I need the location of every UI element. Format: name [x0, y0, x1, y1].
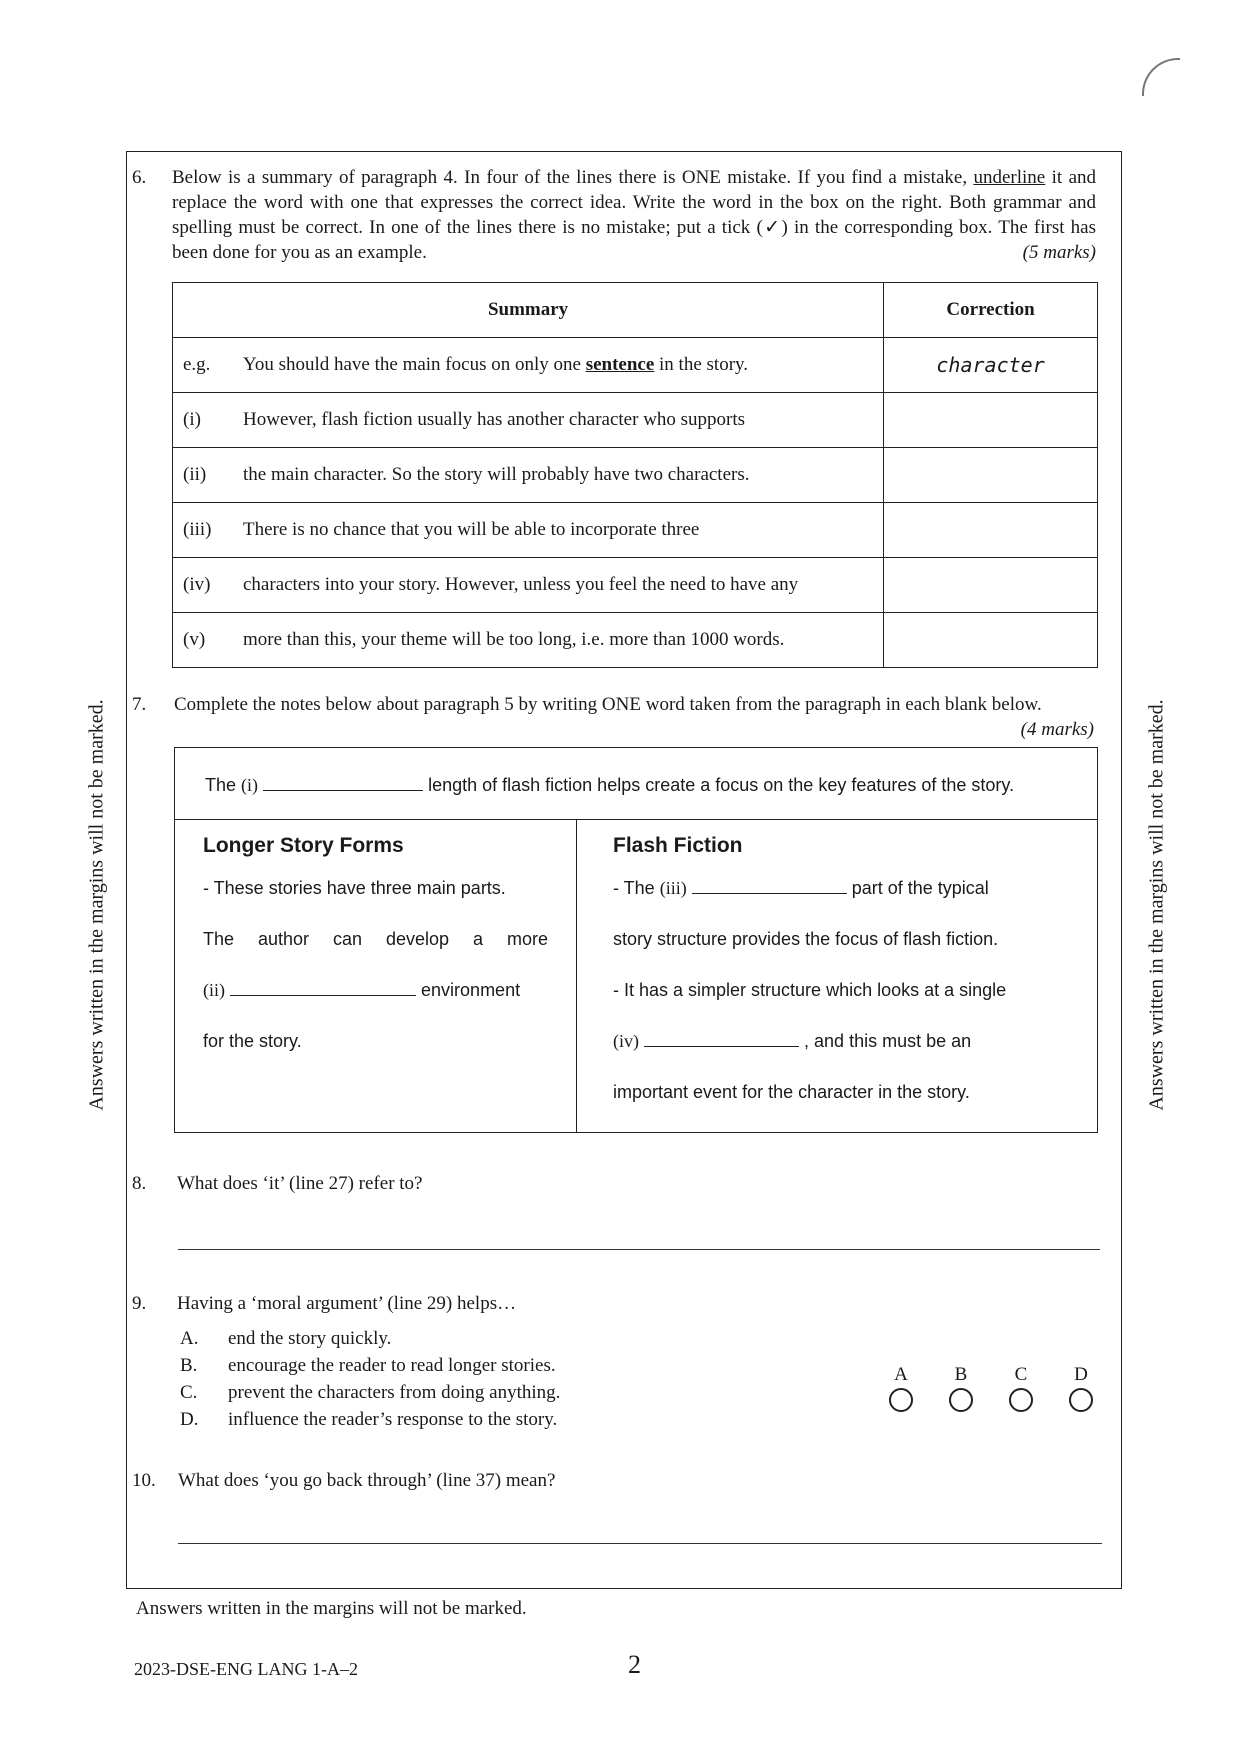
correction-box-iii[interactable]: [884, 503, 1098, 558]
q10-text: What does ‘you go back through’ (line 37) mean?: [178, 1470, 556, 1491]
row-text: the main character. So the story will probably have two characters.: [243, 464, 750, 485]
q9-number: 9.: [132, 1293, 147, 1314]
left-line-4: for the story.: [203, 1031, 302, 1051]
blank-label-iii: (iii): [659, 878, 687, 898]
summary-header: Summary: [173, 283, 884, 338]
q9-options: [180, 1325, 560, 1433]
example-correction: character: [884, 338, 1098, 393]
q8-answer-line[interactable]: [178, 1249, 1100, 1250]
option-letter: A.: [180, 1328, 199, 1349]
summary-cell: [173, 558, 884, 613]
bubble-b[interactable]: [945, 1364, 977, 1412]
example-text-before: You should have the main focus on only one: [243, 354, 581, 375]
summary-cell: [173, 393, 884, 448]
summary-table: [172, 282, 1098, 668]
summary-cell: [173, 613, 884, 668]
q6-underline-word: underline: [973, 167, 1046, 188]
bubble-a[interactable]: [885, 1364, 917, 1412]
table-row: [173, 558, 1098, 613]
correction-box-i[interactable]: [884, 393, 1098, 448]
flash-fiction-heading: Flash Fiction: [613, 834, 743, 857]
summary-header-row: [173, 283, 1098, 338]
option-letter: D.: [180, 1409, 199, 1430]
q6-text-part2: it and replace the word with one that expresses the correct idea. Write the word in the box on the right. Both grammar and spelling must be correct. In one of the lines there is no mistake; put a tick (✓) in the corresponding box. The first has been done for you as an example.: [172, 167, 1096, 263]
example-bold-word: sentence: [585, 354, 655, 375]
blank-label-ii: (ii): [203, 980, 225, 1000]
q7-instructions: [174, 692, 1094, 742]
bubble-letter: A: [894, 1364, 908, 1385]
row-text: more than this, your theme will be too long, i.e. more than 1000 words.: [243, 629, 785, 650]
bubble-circle[interactable]: [889, 1388, 913, 1412]
notes-top-prefix: The: [205, 775, 237, 795]
option-a: [180, 1325, 560, 1352]
left-line-3: [203, 978, 548, 1029]
bubble-c[interactable]: [1005, 1364, 1037, 1412]
longer-story-heading: Longer Story Forms: [203, 834, 404, 857]
paper-code: 2023-DSE-ENG LANG 1-A–2: [134, 1659, 358, 1679]
longer-story-column: [175, 820, 577, 1132]
footer-margin-note: Answers written in the margins will not be marked.: [136, 1598, 527, 1619]
row-text: characters into your story. However, unless you feel the need to have any: [243, 574, 799, 595]
correction-header: Correction: [884, 283, 1098, 338]
bubble-letter: B: [954, 1364, 968, 1385]
correction-box-ii[interactable]: [884, 448, 1098, 503]
option-text: end the story quickly.: [228, 1328, 392, 1349]
q7-marks: (4 marks): [1020, 719, 1094, 740]
right-line-1: [613, 876, 1057, 927]
q10-number: 10.: [132, 1470, 156, 1491]
right-line-2: story structure provides the focus of flash fiction.: [613, 929, 999, 949]
example-row: [173, 338, 1098, 393]
bubble-d[interactable]: [1065, 1364, 1097, 1412]
notes-columns: [175, 820, 1097, 1132]
q9-text: Having a ‘moral argument’ (line 29) helps…: [177, 1293, 517, 1314]
row-label: (iv): [183, 574, 211, 595]
q8-number: 8.: [132, 1173, 147, 1194]
left-line-2: The author can develop a more: [203, 929, 548, 949]
q6-marks: (5 marks): [1022, 242, 1096, 263]
option-letter: C.: [180, 1382, 198, 1403]
corner-mark: [1142, 58, 1180, 96]
table-row: [173, 393, 1098, 448]
q6-number: 6.: [132, 167, 147, 188]
row-text: There is no chance that you will be able to incorporate three: [243, 519, 700, 540]
blank-label-i: (i): [241, 775, 259, 795]
summary-cell: [173, 503, 884, 558]
left-after-blank: environment: [421, 980, 521, 1000]
table-row: [173, 503, 1098, 558]
row-label: e.g.: [183, 354, 211, 375]
bubble-letter: C: [1014, 1364, 1028, 1385]
bubble-circle[interactable]: [1009, 1388, 1033, 1412]
right-line-1-prefix: - The: [613, 878, 655, 898]
q6-text-part1: Below is a summary of paragraph 4. In four of the lines there is ONE mistake. If you find a mistake,: [172, 167, 968, 188]
right-line-5: important event for the character in the story.: [613, 1082, 970, 1102]
blank-iii[interactable]: [692, 893, 847, 894]
table-row: [173, 448, 1098, 503]
answer-bubbles: [885, 1364, 1097, 1412]
right-line-1-suffix: part of the typical: [851, 878, 989, 898]
option-text: prevent the characters from doing anything.: [228, 1382, 561, 1403]
option-d: [180, 1406, 560, 1433]
option-letter: B.: [180, 1355, 198, 1376]
right-margin-note: Answers written in the margins will not be marked.: [1145, 699, 1168, 1111]
row-text: However, flash fiction usually has another character who supports: [243, 409, 746, 430]
row-label: (ii): [183, 464, 207, 485]
blank-iv[interactable]: [644, 1046, 799, 1047]
option-c: [180, 1379, 560, 1406]
example-text-after: in the story.: [659, 354, 749, 375]
blank-label-iv: (iv): [613, 1031, 639, 1051]
notes-top-row: [175, 748, 1097, 820]
option-b: [180, 1352, 560, 1379]
q10-answer-line[interactable]: [178, 1543, 1102, 1544]
row-label: (iii): [183, 519, 212, 540]
right-line-4-suffix: , and this must be an: [804, 1031, 972, 1051]
flash-fiction-column: [577, 820, 1097, 1132]
left-line-1: - These stories have three main parts.: [203, 878, 506, 898]
blank-i[interactable]: [263, 790, 423, 791]
q7-text: Complete the notes below about paragraph 5 by writing ONE word taken from the paragraph in each blank below.: [174, 694, 1042, 715]
row-label: (v): [183, 629, 206, 650]
q7-number: 7.: [132, 694, 147, 715]
option-text: encourage the reader to read longer stories.: [228, 1355, 556, 1376]
notes-box: [174, 747, 1098, 1133]
correction-box-v[interactable]: [884, 613, 1098, 668]
correction-box-iv[interactable]: [884, 558, 1098, 613]
bubble-circle[interactable]: [1069, 1388, 1093, 1412]
left-margin-note: Answers written in the margins will not be marked.: [85, 699, 108, 1111]
bubble-circle[interactable]: [949, 1388, 973, 1412]
right-line-4: [613, 1029, 1057, 1080]
page-number: 2: [628, 1650, 641, 1679]
example-summary-cell: [173, 338, 884, 393]
row-label: (i): [183, 409, 201, 430]
q6-instructions: [172, 165, 1096, 265]
table-row: [173, 613, 1098, 668]
q8-text: What does ‘it’ (line 27) refer to?: [177, 1173, 423, 1194]
summary-cell: [173, 448, 884, 503]
notes-top-suffix: length of flash fiction helps create a focus on the key features of the story.: [428, 775, 1015, 795]
bubble-letter: D: [1074, 1364, 1088, 1385]
blank-ii[interactable]: [230, 995, 416, 996]
option-text: influence the reader’s response to the story.: [228, 1409, 558, 1430]
right-line-3: - It has a simpler structure which looks at a single: [613, 980, 1007, 1000]
